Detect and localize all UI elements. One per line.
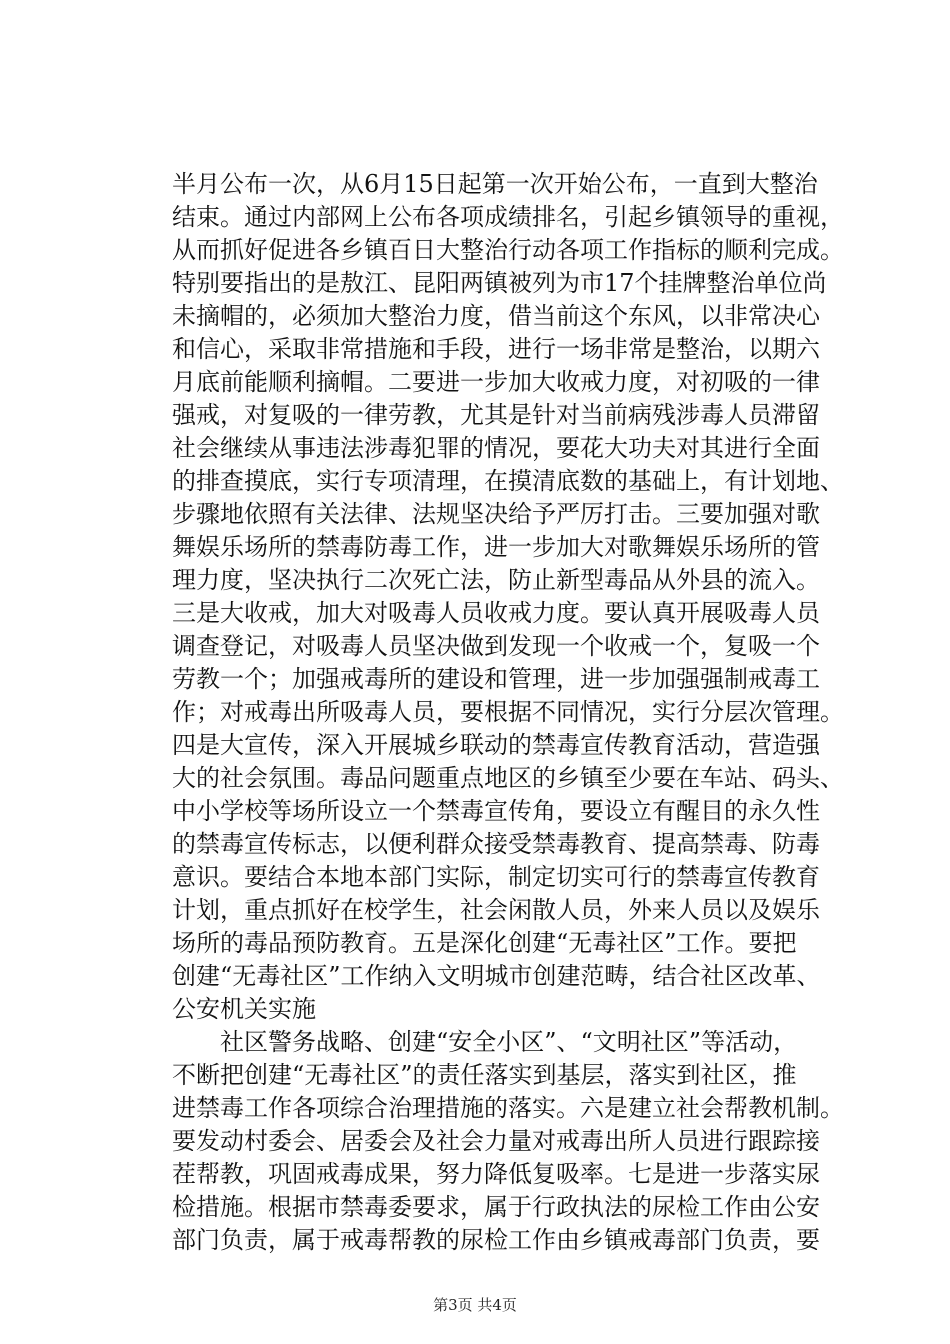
text-line: 创建“无毒社区”工作纳入文明城市创建范畴，结合社区改革、 <box>172 962 821 990</box>
text-line: 茬帮教，巩固戒毒成果，努力降低复吸率。七是进一步落实尿 <box>172 1160 820 1188</box>
text-line: 公安机关实施 <box>172 995 316 1023</box>
text-line: 从而抓好促进各乡镇百日大整治行动各项工作指标的顺利完成。 <box>172 236 844 264</box>
text-line: 结束。通过内部网上公布各项成绩排名，引起乡镇领导的重视， <box>172 203 844 231</box>
text-line: 意识。要结合本地本部门实际，制定切实可行的禁毒宣传教育 <box>172 863 820 891</box>
text-line: 的禁毒宣传标志，以便利群众接受禁毒教育、提高禁毒、防毒 <box>172 830 820 858</box>
page-footer: 第3页 共4页 <box>433 1296 517 1314</box>
text-line: 检措施。根据市禁毒委要求，属于行政执法的尿检工作由公安 <box>172 1193 820 1221</box>
text-line: 作；对戒毒出所吸毒人员，要根据不同情况，实行分层次管理。 <box>172 698 844 726</box>
text-line: 理力度，坚决执行二次死亡法，防止新型毒品从外县的流入。 <box>172 566 820 594</box>
text-line: 部门负责，属于戒毒帮教的尿检工作由乡镇戒毒部门负责，要 <box>172 1226 820 1254</box>
text-line: 舞娱乐场所的禁毒防毒工作，进一步加大对歌舞娱乐场所的管 <box>172 533 820 561</box>
text-line: 不断把创建“无毒社区”的责任落实到基层，落实到社区，推 <box>172 1061 797 1089</box>
text-line: 劳教一个；加强戒毒所的建设和管理，进一步加强强制戒毒工 <box>172 665 820 693</box>
text-line: 未摘帽的，必须加大整治力度，借当前这个东风，以非常决心 <box>172 302 820 330</box>
text-line: 半月公布一次，从6月15日起第一次开始公布，一直到大整治 <box>172 170 818 198</box>
text-line: 的排查摸底，实行专项清理，在摸清底数的基础上，有计划地、 <box>172 467 844 495</box>
text-line: 步骤地依照有关法律、法规坚决给予严厉打击。三要加强对歌 <box>172 500 820 528</box>
text-line: 月底前能顺利摘帽。二要进一步加大收戒力度，对初吸的一律 <box>172 368 820 396</box>
text-line: 社会继续从事违法涉毒犯罪的情况，要花大功夫对其进行全面 <box>172 434 820 462</box>
text-line: 大的社会氛围。毒品问题重点地区的乡镇至少要在车站、码头、 <box>172 764 844 792</box>
text-line: 三是大收戒，加大对吸毒人员收戒力度。要认真开展吸毒人员 <box>172 599 820 627</box>
text-line: 四是大宣传，深入开展城乡联动的禁毒宣传教育活动，营造强 <box>172 731 820 759</box>
text-line: 中小学校等场所设立一个禁毒宣传角，要设立有醒目的永久性 <box>172 797 820 825</box>
body-text <box>172 168 862 1257</box>
text-line: 强戒，对复吸的一律劳教，尤其是针对当前病残涉毒人员滞留 <box>172 401 820 429</box>
text-line: 计划，重点抓好在校学生，社会闲散人员，外来人员以及娱乐 <box>172 896 820 924</box>
text-line: 场所的毒品预防教育。五是深化创建“无毒社区”工作。要把 <box>172 929 797 957</box>
text-line: 调查登记，对吸毒人员坚决做到发现一个收戒一个，复吸一个 <box>172 632 820 660</box>
text-line: 进禁毒工作各项综合治理措施的落实。六是建立社会帮教机制。 <box>172 1094 844 1122</box>
text-line: 社区警务战略、创建“安全小区”、“文明社区”等活动， <box>172 1028 798 1056</box>
text-line: 和信心，采取非常措施和手段，进行一场非常是整治，以期六 <box>172 335 820 363</box>
text-line: 要发动村委会、居委会及社会力量对戒毒出所人员进行跟踪接 <box>172 1127 820 1155</box>
text-line: 特别要指出的是敖江、昆阳两镇被列为市17个挂牌整治单位尚 <box>172 269 827 297</box>
